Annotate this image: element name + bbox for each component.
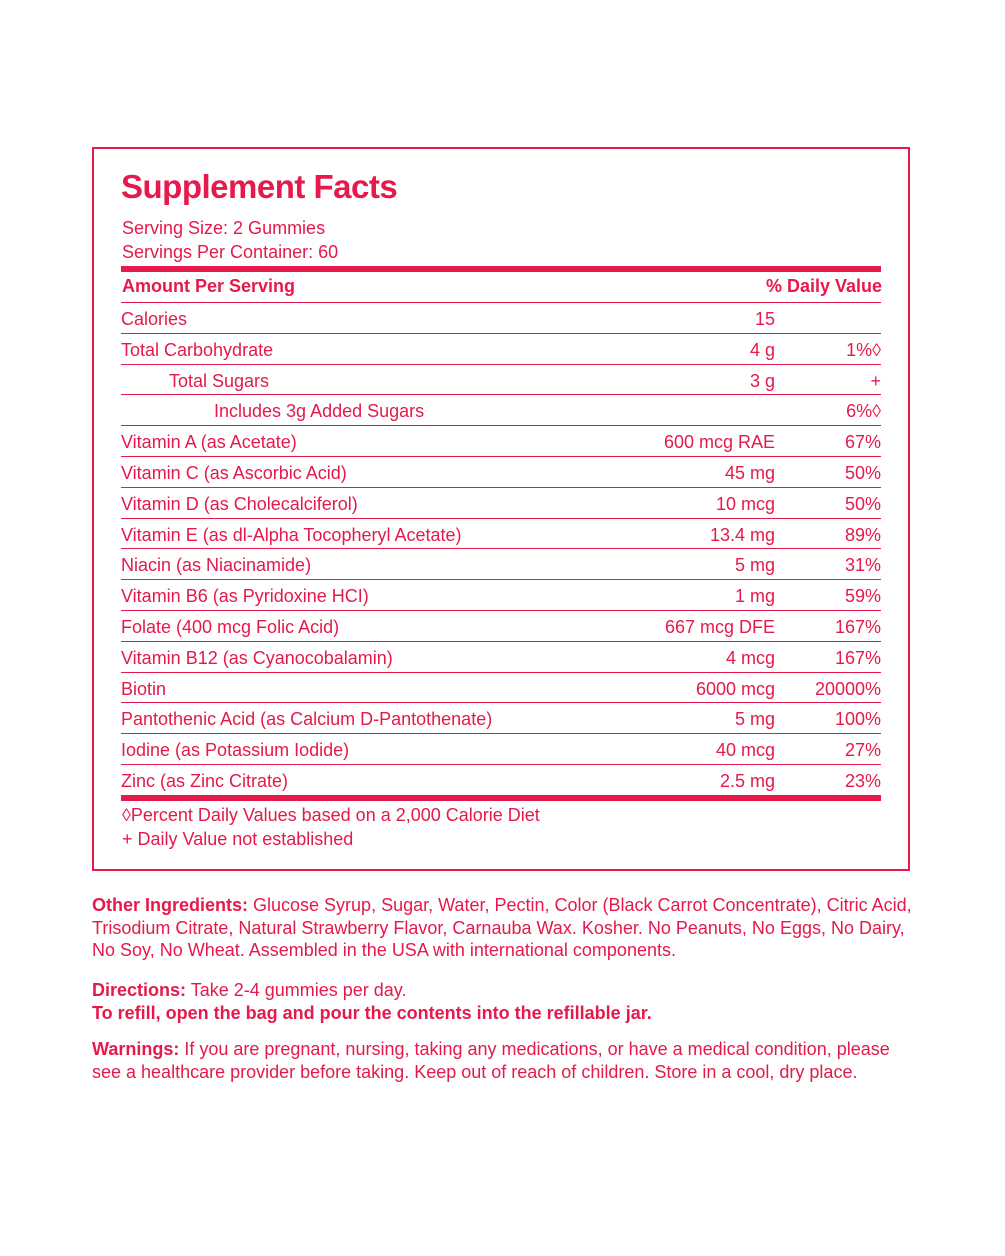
nutrient-table: [121, 302, 881, 795]
nutrient-amount: 600 mcg RAE: [663, 432, 775, 453]
supplement-facts-title: Supplement Facts: [121, 168, 398, 205]
servings-per-container: Servings Per Container: 60: [122, 242, 339, 262]
nutrient-daily-value: 20000%: [814, 678, 881, 699]
nutrient-amount: 13.4 mg: [709, 524, 775, 545]
other-ingredients-label: Other Ingredients:: [92, 895, 249, 915]
other-ingredients-text: Glucose Syrup, Sugar, Water, Pectin, Color (Black Carrot Concentrate), Citric Acid, Trisodium Citrate, Natural Strawberry Flavor, Carnauba Wax. Kosher. No Peanuts, No Eggs, No Dairy, No Soy, No Wheat. Assembled in the USA with international components.: [92, 895, 912, 960]
serving-size: Serving Size: 2 Gummies: [122, 218, 326, 238]
nutrient-name: Biotin: [121, 678, 167, 699]
nutrient-daily-value: 167%: [834, 647, 881, 668]
nutrient-amount: 10 mcg: [715, 493, 775, 514]
table-row: [121, 364, 881, 395]
nutrient-daily-value: 50%: [844, 493, 881, 514]
nutrient-daily-value: 59%: [844, 586, 881, 607]
table-row: [121, 548, 881, 579]
nutrient-name: Folate (400 mcg Folic Acid): [121, 616, 340, 637]
nutrient-amount: 6000 mcg: [695, 678, 775, 699]
directions-label: Directions:: [92, 980, 187, 1000]
nutrient-daily-value: 6%◊: [846, 401, 881, 422]
table-row: [121, 456, 881, 487]
table-row: [121, 394, 881, 425]
directions: [92, 979, 922, 1024]
nutrient-amount: 5 mg: [734, 555, 775, 576]
nutrient-name: Vitamin E (as dl-Alpha Tocopheryl Acetate): [121, 524, 462, 545]
warnings: [92, 1038, 922, 1083]
nutrient-amount: 3 g: [749, 370, 775, 391]
nutrient-daily-value: 50%: [844, 462, 881, 483]
footnote-daily-values: ◊Percent Daily Values based on a 2,000 Calorie Diet: [122, 805, 540, 825]
daily-value-header: % Daily Value: [765, 276, 882, 296]
nutrient-daily-value: 89%: [844, 524, 881, 545]
nutrient-amount: 40 mcg: [715, 740, 775, 761]
table-row: [121, 610, 881, 641]
bottom-thick-rule: [121, 795, 881, 801]
nutrient-daily-value: 167%: [834, 616, 881, 637]
table-row: [121, 764, 881, 795]
nutrient-daily-value: 67%: [844, 432, 881, 453]
nutrient-name: Zinc (as Zinc Citrate): [121, 770, 289, 791]
nutrient-amount: 15: [754, 309, 775, 329]
table-row: [121, 579, 881, 610]
table-row: [121, 733, 881, 764]
nutrient-daily-value: 27%: [844, 740, 881, 761]
nutrient-name: Calories: [121, 309, 188, 329]
top-thick-rule: [121, 266, 881, 272]
nutrient-daily-value: 31%: [844, 555, 881, 576]
nutrient-name: Vitamin B12 (as Cyanocobalamin): [121, 647, 393, 668]
nutrient-name: Pantothenic Acid (as Calcium D-Pantothenate): [121, 709, 493, 730]
other-ingredients: [92, 894, 922, 962]
nutrient-name: Vitamin B6 (as Pyridoxine HCI): [121, 586, 369, 607]
footnote-not-established: + Daily Value not established: [122, 829, 354, 849]
nutrient-amount: 1 mg: [734, 586, 775, 607]
nutrient-name: Niacin (as Niacinamide): [121, 555, 312, 576]
nutrient-name: Vitamin A (as Acetate): [121, 432, 297, 453]
table-row: [121, 702, 881, 733]
warnings-label: Warnings:: [92, 1039, 180, 1059]
table-row: [121, 672, 881, 703]
nutrient-amount: 5 mg: [734, 709, 775, 730]
nutrient-name: Total Carbohydrate: [121, 339, 274, 360]
nutrient-amount: 2.5 mg: [719, 770, 775, 791]
nutrient-name: Vitamin C (as Ascorbic Acid): [121, 462, 347, 483]
nutrient-name: Iodine (as Potassium Iodide): [121, 740, 350, 761]
table-row: [121, 425, 881, 456]
nutrient-amount: 667 mcg DFE: [664, 616, 775, 637]
nutrient-amount: 4 mcg: [725, 647, 775, 668]
table-row: [121, 487, 881, 518]
directions-text: Take 2-4 gummies per day.: [186, 980, 407, 1000]
nutrient-name: Includes 3g Added Sugars: [214, 401, 425, 422]
table-row: [121, 518, 881, 549]
table-row: [121, 302, 881, 333]
nutrient-daily-value: +: [870, 370, 881, 391]
nutrient-daily-value: 23%: [844, 770, 881, 791]
nutrient-daily-value: 1%◊: [846, 339, 881, 360]
warnings-text: If you are pregnant, nursing, taking any medications, or have a medical condition, please see a healthcare provider before taking. Keep out of reach of children. Store in a cool, dry place.: [92, 1039, 890, 1082]
refill-instructions: To refill, open the bag and pour the contents into the refillable jar.: [92, 1002, 652, 1023]
nutrient-amount: 45 mg: [724, 462, 775, 483]
amount-per-serving-header: Amount Per Serving: [122, 276, 296, 296]
table-row: [121, 641, 881, 672]
nutrient-daily-value: 100%: [834, 709, 881, 730]
table-row: [121, 333, 881, 364]
nutrient-amount: 4 g: [749, 339, 775, 360]
nutrient-name: Total Sugars: [169, 370, 270, 391]
nutrient-name: Vitamin D (as Cholecalciferol): [121, 493, 358, 514]
